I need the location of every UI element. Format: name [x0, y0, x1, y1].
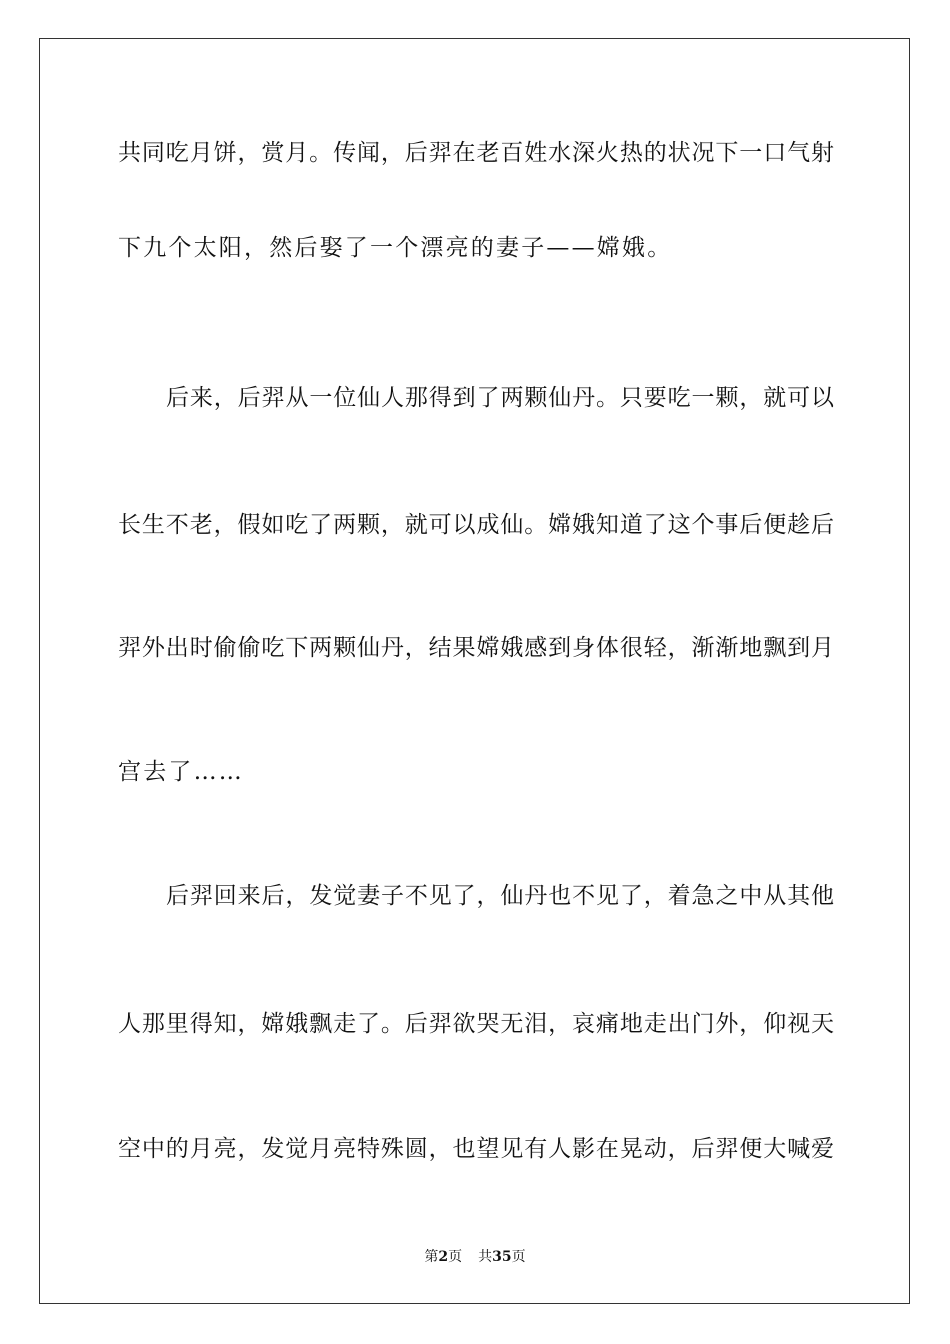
total-pages: 35: [492, 1249, 512, 1265]
page-prefix: 第: [424, 1249, 439, 1265]
text-line-5: 羿外出时偷偷吃下两颗仙丹，结果嫦娥感到身体很轻，渐渐地飘到月: [118, 635, 834, 661]
page-suffix: 页: [448, 1249, 463, 1265]
text-line-3: 后来，后羿从一位仙人那得到了两颗仙丹。只要吃一颗，就可以: [166, 385, 834, 411]
text-line-9: 空中的月亮，发觉月亮特殊圆，也望见有人影在晃动，后羿便大喊爱: [118, 1136, 834, 1162]
total-prefix: 共: [478, 1249, 493, 1265]
text-line-4: 长生不老，假如吃了两颗，就可以成仙。嫦娥知道了这个事后便趁后: [118, 512, 834, 538]
text-line-6: 宫去了……: [118, 759, 244, 785]
text-line-7: 后羿回来后，发觉妻子不见了，仙丹也不见了，着急之中从其他: [166, 883, 834, 909]
total-suffix: 页: [511, 1249, 526, 1265]
page-border: [39, 38, 910, 1304]
page-number: 2: [438, 1249, 449, 1265]
text-line-8: 人那里得知，嫦娥飘走了。后羿欲哭无泪，哀痛地走出门外，仰视天: [118, 1011, 834, 1037]
text-line-1: 共同吃月饼，赏月。传闻，后羿在老百姓水深火热的状况下一口气射: [118, 140, 834, 166]
text-line-2: 下九个太阳，然后娶了一个漂亮的妻子——嫦娥。: [118, 235, 673, 261]
page-footer: [0, 1248, 950, 1266]
